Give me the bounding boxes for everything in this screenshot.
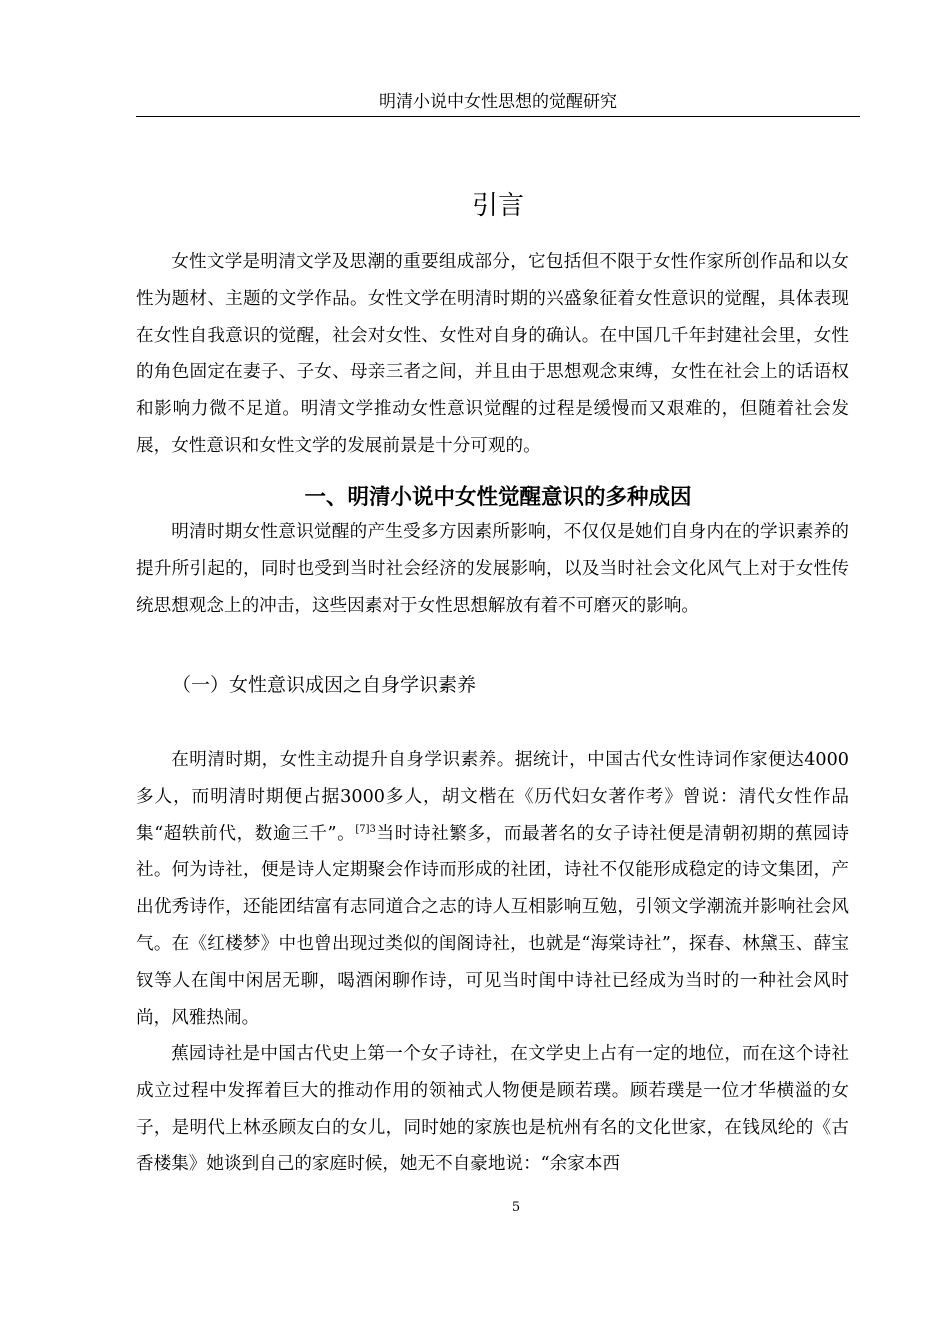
subsection1-paragraph-2: 蕉园诗社是中国古代史上第一个女子诗社，在文学史上占有一定的地位，而在这个诗社成立过程中发挥着巨大的推动作用的领袖式人物便是顾若璞。顾若璞是一位才华横溢的女子，是明代上林丞顾友白的女儿，同时她的家族也是杭州有名的文化世家，在钱凤纶的《古香楼集》她谈到自己的家庭时候，她无不自豪地说：“余家本西 (136, 1044, 849, 1175)
paragraph-text-part2: 当时诗社繁多，而最著名的女子诗社便是清朝初期的蕉园诗社。何为诗社，便是诗人定期聚会作诗而形成的社团，诗社不仅能形成稳定的诗文集团，产出优秀诗作，还能团结富有志同道合之志的诗人互相影响互勉，引领文学潮流并影响社会风气。在《红楼梦》中也曾出现过类似的闺阁诗社，也就是“海棠诗社”，探春、林黛玉、薛宝钗等人在闺中闲居无聊，喝酒闲聊作诗，可见当时闺中诗社已经成为当时的一种社会风时尚，风雅热闹。 (136, 823, 849, 1028)
citation-reference: [7]3 (355, 823, 376, 835)
intro-paragraph: 女性文学是明清文学及思潮的重要组成部分，它包括但不限于女性作家所创作品和以女性为题材、主题的文学作品。女性文学在明清时期的兴盛象征着女性意识的觉醒，具体表现在女性自我意识的觉醒，社会对女性、女性对自身的确认。在中国几千年封建社会里，女性的角色固定在妻子、子女、母亲三者之间，并且由于思想观念束缚，女性在社会上的话语权和影响力微不足道。明清文学推动女性意识觉醒的过程是缓慢而又艰难的，但随着社会发展，女性意识和女性文学的发展前景是十分可观的。 (136, 252, 849, 456)
paragraph-text-part1: 在明清时期，女性主动提升自身学识素养。据统计，中国古代女性诗词作家便达4000多人，而明清时期便占据3000多人，胡文楷在《历代妇女著作考》曾说：清代女性作品集“超轶前代，数逾三千”。 (136, 750, 849, 844)
chapter-heading-1: 一、明清小说中女性觉醒意识的多种成因 (304, 485, 692, 510)
subsection-heading-1: （一）女性意识成因之自身学识素养 (172, 674, 477, 696)
subsection1-paragraph-1 (136, 742, 849, 1036)
page-number: 5 (511, 1200, 521, 1215)
section1-paragraph: 明清时期女性意识觉醒的产生受多方因素所影响，不仅仅是她们自身内在的学识素养的提升所引起的，同时也受到当时社会经济的发展影响，以及当时社会文化风气上对于女性传统思想观念上的冲击，这些因素对于女性思想解放有着不可磨灭的影响。 (136, 522, 849, 616)
section-title-intro: 引言 (471, 191, 524, 221)
running-header: 明清小说中女性思想的觉醒研究 (379, 92, 617, 112)
header-divider (136, 116, 860, 117)
